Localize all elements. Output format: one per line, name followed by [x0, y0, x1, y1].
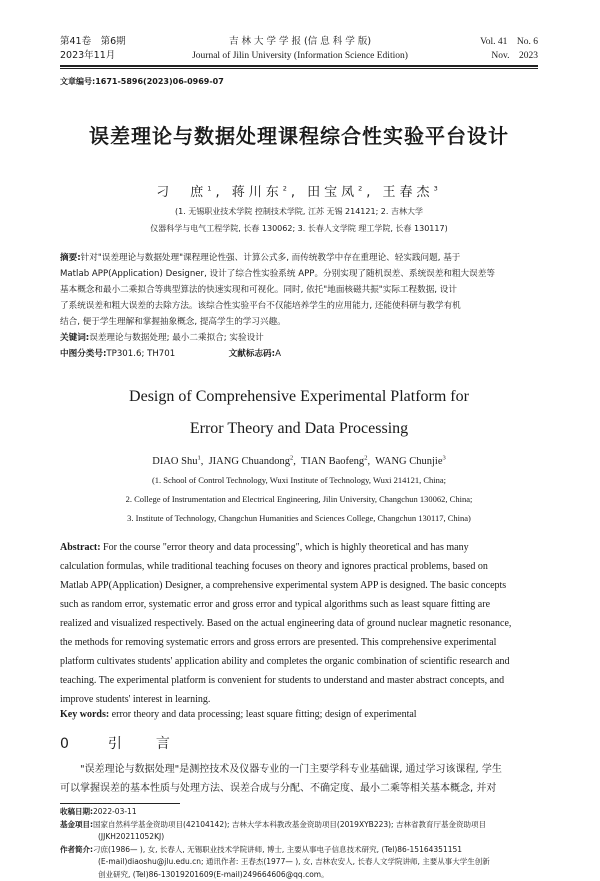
author-info: 作者简介:刁庶(1986— ), 女, 长春人, 无锡职业技术学院讲师, 博士, 主要从事电子信息技术研究, (Tel)86-15164351151	[60, 844, 540, 857]
author-en: DIAO Shu$^1$	[152, 456, 200, 467]
volume-number-en: Vol. 41 No. 6	[480, 35, 538, 49]
author-cn: 刁 庶$^1$	[156, 185, 215, 200]
title-en	[60, 385, 538, 441]
abstract-cn-label: 摘要:	[60, 253, 81, 263]
keywords-cn: 关键词:误差理论与数据处理; 最小二乘拟合; 实验设计	[60, 330, 538, 346]
abstract-en	[60, 538, 540, 709]
author-en: WANG Chunjie$^3$	[375, 456, 446, 467]
page-title: 误差理论与数据处理课程综合性实验平台设计	[60, 120, 538, 149]
journal-name-cn: 吉 林 大 学 学 报 (信 息 科 学 版)	[170, 35, 430, 49]
received-date: 收稿日期:2022-03-11	[60, 806, 540, 819]
abstract-en-line: Matlab APP(Application) Designer, a comprehensive experimental system APP is designed. The basic concepts	[60, 576, 540, 595]
affiliation-cn	[60, 205, 538, 235]
author-cn: 王春杰$^3$	[383, 185, 442, 200]
footnote-rule	[60, 803, 180, 804]
abstract-en-line: teaching. The experimental platform is convenient for students to understand and master abstract concepts, and	[60, 671, 540, 690]
author-en: JIANG Chuandong$^2$	[209, 456, 294, 467]
article-number: 文章编号:1671-5896(2023)06-0969-07	[60, 75, 224, 89]
fund-info: 基金项目:国家自然科学基金资助项目(42104142); 吉林大学本科教改基金资助项目(2019XYB223); 吉林省教育厅基金资助项目	[60, 819, 540, 832]
author-info-line: 创业研究, (Tel)86-13019201609(E-mail)249664606@qq.com。	[60, 869, 540, 881]
section-heading	[60, 733, 180, 753]
body-paragraph	[60, 760, 540, 798]
abstract-en-line: realized and visualized respectively. Based on the actual engineering data of ground nuclear magnetic resonance,	[60, 614, 540, 633]
title-en-line: Error Theory and Data Processing	[60, 417, 538, 441]
fund-info-line: (JJKH20211052KJ)	[60, 831, 540, 844]
journal-name-en: Journal of Jilin University (Information Science Edition)	[170, 49, 430, 63]
affiliation-cn-line: 仪器科学与电气工程学院, 长春 130062; 3. 长春人文学院 理工学院, 长春 130117)	[60, 222, 538, 235]
abstract-cn-line: 结合, 便于学生理解和掌握抽象概念, 提高学生的学习兴趣。	[60, 314, 538, 330]
abstract-cn-line: Matlab APP(Application) Designer, 设计了综合性实验系统 APP。分别实现了随机误差、系统误差和粗大误差等	[60, 266, 538, 282]
affiliation-cn-line: (1. 无锡职业技术学院 控制技术学院, 江苏 无锡 214121; 2. 吉林大学	[60, 205, 538, 218]
running-header-center	[170, 35, 430, 63]
header-rule-thin	[60, 68, 538, 69]
affiliation-en	[60, 472, 538, 526]
abstract-en-line: the methods for removing systematic errors and gross errors are presented. This comprehensive experimental	[60, 633, 540, 652]
abstract-en-line: such as random error, systematic error and gross error and typical algorithms such as least square fitting are	[60, 595, 540, 614]
header-rule-thick	[60, 65, 538, 67]
abstract-en-label: Abstract:	[60, 542, 101, 553]
authors-cn: 刁 庶$^1$, 蒋川东$^2$, 田宝凤$^2$, 王春杰$^3$	[60, 181, 538, 200]
author-cn: 田宝凤$^2$	[307, 185, 366, 200]
date-en: Nov. 2023	[480, 49, 538, 63]
affiliation-en-line: 3. Institute of Technology, Changchun Humanities and Sciences College, Changchun 130117, China)	[60, 510, 538, 526]
abstract-cn-line: 了系统误差和粗大误差的去除方法。该综合性实验平台不仅能培养学生的应用能力, 还能使科研与教学有机	[60, 298, 538, 314]
abstract-en-line: calculation formulas, while traditional teaching focuses on theory and ignores practical problems, based on	[60, 557, 540, 576]
footnotes	[60, 806, 540, 881]
keywords-en: Key words: error theory and data processing; least square fitting; design of experimental	[60, 709, 538, 720]
abstract-cn	[60, 250, 538, 362]
publication-date: 2023年11月	[60, 49, 126, 63]
body-line: 可以掌握误差的基本性质与处理方法、误差合成与分配、不确定度、最小二乘等相关基本概念, 并对	[60, 779, 540, 798]
author-cn: 蒋川东$^2$	[232, 185, 291, 200]
abstract-en-line: For the course "error theory and data processing", which is highly theoretical and has many	[103, 542, 469, 553]
classification-row	[60, 346, 538, 362]
running-header-right	[480, 35, 538, 63]
clc-number: 中图分类号:TP301.6; TH701	[60, 349, 175, 359]
running-header-left	[60, 35, 126, 63]
author-en: TIAN Baofeng$^2$	[301, 456, 368, 467]
abstract-cn-line: 针对"误差理论与数据处理"课程理论性强、计算公式多, 而传统教学中存在重理论、轻实践问题, 基于	[81, 253, 461, 263]
abstract-cn-line: 基本概念和最小二乘拟合等典型算法的快速实现和可视化。同时, 依托"地面核磁共振"实际工程数据, 设计	[60, 282, 538, 298]
abstract-en-line: improve students' interest in learning.	[60, 690, 540, 709]
affiliation-en-line: 2. College of Instrumentation and Electrical Engineering, Jilin University, Changchun 130062, China;	[60, 491, 538, 507]
section-number: 0	[60, 736, 79, 752]
authors-en: DIAO Shu$^1$, JIANG Chuandong$^2$, TIAN Baofeng$^2$, WANG Chunjie$^3$	[60, 456, 538, 467]
affiliation-en-line: (1. School of Control Technology, Wuxi Institute of Technology, Wuxi 214121, China;	[60, 472, 538, 488]
document-code: 文献标志码:A	[229, 349, 281, 359]
abstract-en-line: platform cultivates students' application ability and completes the organic combination of scientific research and	[60, 652, 540, 671]
body-line: "误差理论与数据处理"是测控技术及仪器专业的一门主要学科专业基础课, 通过学习该课程, 学生	[60, 760, 540, 779]
title-en-line: Design of Comprehensive Experimental Platform for	[60, 385, 538, 409]
volume-issue: 第41卷 第6期	[60, 35, 126, 49]
author-info-line: (E-mail)diaoshu@jlu.edu.cn; 通讯作者: 王春杰(1977— ), 女, 吉林农安人, 长春人文学院讲师, 主要从事大学生创新	[60, 856, 540, 869]
section-title: 引 言	[108, 736, 180, 752]
